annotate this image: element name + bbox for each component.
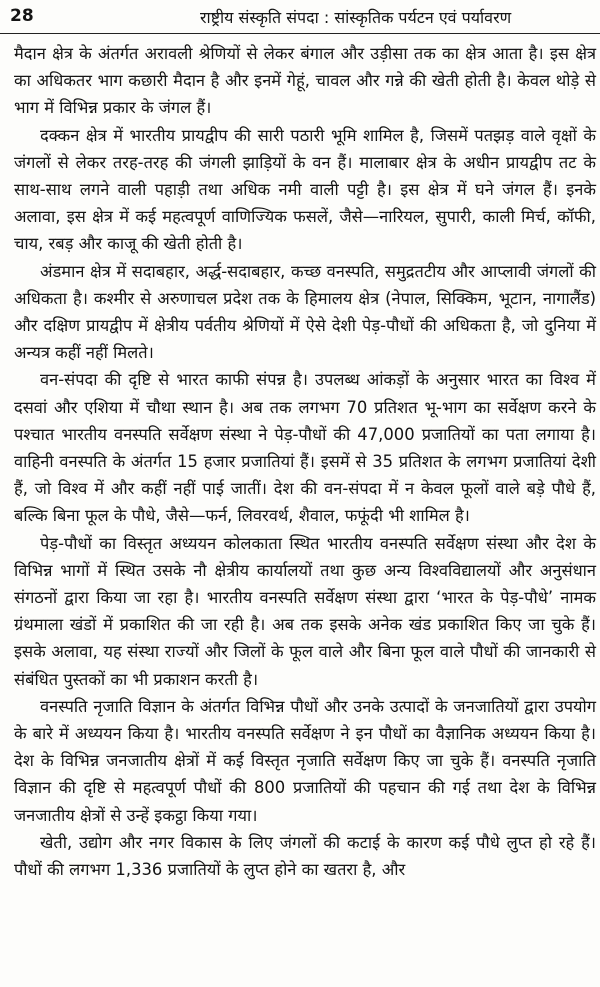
body-text — [14, 40, 596, 883]
paragraph-endangered-plants: खेती, उद्योग और नगर विकास के लिए जंगलों की कटाई के कारण कई पौधे लुप्त हो रहे हैं। पौधों की लगभग 1,336 प्रजातियों के लुप्त होने का खतरा है, और — [14, 832, 596, 880]
paragraph-botanical-survey: पेड़-पौधों का विस्तृत अध्ययन कोलकाता स्थित भारतीय वनस्पति सर्वेक्षण संस्था और देश के विभिन्न भागों में स्थित उसके नौ क्षेत्रीय कार्यालयों तथा कुछ अन्य विश्वविद्यालयों और अनुसंधान संगठनों द्वारा किया जा रहा है। भारतीय वनस्पति सर्वेक्षण संस्था द्वारा ‘भारत के पेड़-पौधे’ नामक ग्रंथमाला खंडों में प्रकाशित की जा रही है। अब तक इसके अनेक खंड प्रकाशित किए जा चुके हैं। इसके अलावा, यह संस्था राज्यों और जिलों के फूल वाले और बिना फूल वाले पौधों की जानकारी से संबंधित पुस्तकों का भी प्रकाशन करती है। — [14, 533, 596, 689]
page-number: 28 — [10, 6, 34, 26]
paragraph-andaman-region: अंडमान क्षेत्र में सदाबहार, अर्द्ध-सदाबहार, कच्छ वनस्पति, समुद्रतटीय और आप्लावी जंगलों की अधिकता है। कश्मीर से अरुणाचल प्रदेश तक के हिमालय क्षेत्र (नेपाल, सिक्किम, भूटान, नागालैंड) और दक्षिण प्रायद्वीप में क्षेत्रीय पर्वतीय श्रेणियों में ऐसे देशी पेड़-पौधों की अधिकता है, जो दुनिया में अन्यत्र कहीं नहीं मिलते। — [14, 261, 596, 363]
running-title: राष्ट्रीय संस्कृति संपदा : सांस्कृतिक पर्यटन एवं पर्यावरण — [200, 8, 512, 27]
paragraph-deccan-region: दक्कन क्षेत्र में भारतीय प्रायद्वीप की सारी पठारी भूमि शामिल है, जिसमें पतझड़ वाले वृक्षों के जंगलों से लेकर तरह-तरह की जंगली झाड़ियों के वन हैं। मालाबार क्षेत्र के अधीन प्रायद्वीप तट के साथ-साथ लगने वाली पहाड़ी तथा अधिक नमी वाली पट्टी है। इस क्षेत्र में घने जंगल हैं। इनके अलावा, इस क्षेत्र में कई महत्वपूर्ण वाणिज्यिक फसलें, जैसे—नारियल, सुपारी, काली मिर्च, कॉफी, चाय, रबड़ और काजू की खेती होती है। — [14, 125, 596, 254]
paragraph-forest-wealth: वन-संपदा की दृष्टि से भारत काफी संपन्न है। उपलब्ध आंकड़ों के अनुसार भारत का विश्व में दसवां और एशिया में चौथा स्थान है। अब तक लगभग 70 प्रतिशत भू-भाग का सर्वेक्षण करने के पश्चात भारतीय वनस्पति सर्वेक्षण संस्था ने पेड़-पौधों की 47,000 प्रजातियों का पता लगाया है। वाहिनी वनस्पति के अंतर्गत 15 हजार प्रजातियां हैं। इसमें से 35 प्रतिशत के लगभग प्रजातियां देशी हैं, जो विश्व में और कहीं नहीं पाई जातीं। देश की वन-संपदा में न केवल फूलों वाले बड़े पौधे हैं, बल्कि बिना फूल के पौधे, जैसे—फर्न, लिवरवर्थ, शैवाल, फफूंदी भी शामिल है। — [14, 370, 596, 526]
paragraph-plains-region: मैदान क्षेत्र के अंतर्गत अरावली श्रेणियों से लेकर बंगाल और उड़ीसा तक का क्षेत्र आता है। इस क्षेत्र का अधिकतर भाग कछारी मैदान है और इनमें गेहूं, चावल और गन्ने की खेती होती है। केवल थोड़े से भाग में विभिन्न प्रकार के जंगल हैं। — [14, 44, 596, 118]
paragraph-ethnobotany: वनस्पति नृजाति विज्ञान के अंतर्गत विभिन्न पौधों और उनके उत्पादों के जनजातियों द्वारा उपयोग के बारे में अध्ययन किया है। भारतीय वनस्पति सर्वेक्षण ने इन पौधों का वैज्ञानिक अध्ययन किया है। देश के विभिन्न जनजातीय क्षेत्रों में कई विस्तृत नृजाति सर्वेक्षण किए जा चुके हैं। वनस्पति नृजाति विज्ञान की दृष्टि से महत्वपूर्ण पौधों की 800 प्रजातियों की पहचान की गई तथा देश के विभिन्न जनजातीय क्षेत्रों से उन्हें इकट्ठा किया गया। — [14, 696, 596, 825]
page-header — [0, 0, 600, 34]
